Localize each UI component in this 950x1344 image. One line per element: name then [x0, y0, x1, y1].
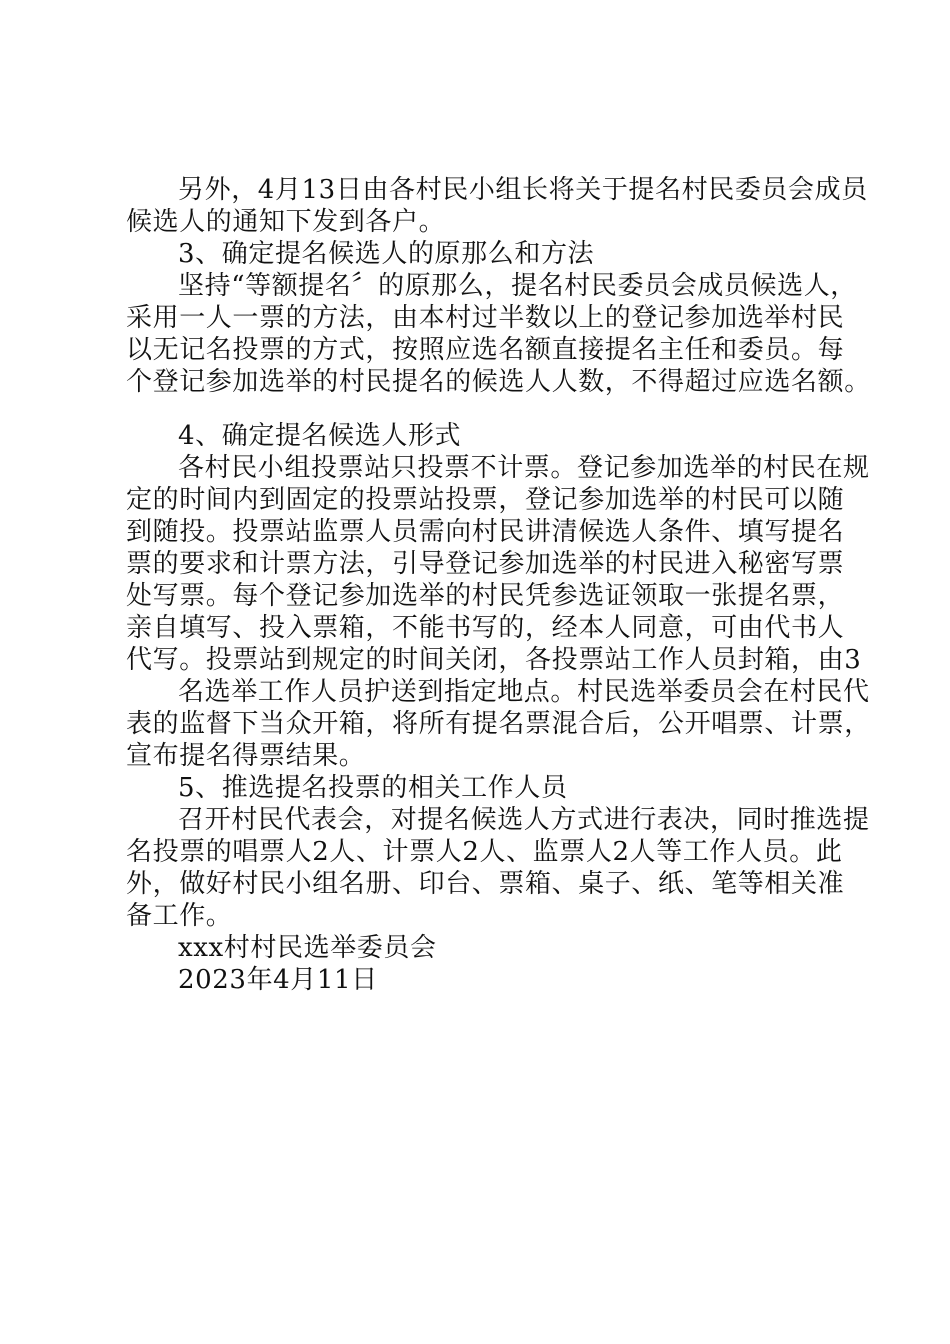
paragraph-line: 宣布提名得票结果。 [126, 741, 366, 771]
paragraph-line: 候选人的通知下发到各户。 [126, 207, 446, 237]
paragraph-line: 个登记参加选举的村民提名的候选人人数，不得超过应选名额。 [126, 367, 871, 397]
paragraph-line: 定的时间内到固定的投票站投票，登记参加选举的村民可以随 [126, 485, 845, 515]
paragraph-line: 以无记名投票的方式，按照应选名额直接提名主任和委员。每 [126, 335, 845, 365]
paragraph-line: 到随投。投票站监票人员需向村民讲清候选人条件、填写提名 [126, 517, 845, 547]
paragraph-line: 外，做好村民小组名册、印台、票箱、桌子、纸、笔等相关准 [126, 869, 845, 899]
paragraph-line: 名选举工作人员护送到指定地点。村民选举委员会在村民代 [178, 677, 870, 707]
section-heading: 4、确定提名候选人形式 [178, 421, 462, 451]
paragraph-line: 另外，4月13日由各村民小组长将关于提名村民委员会成员 [178, 175, 868, 205]
paragraph-line: 备工作。 [126, 901, 233, 931]
section-heading: 5、推选提名投票的相关工作人员 [178, 773, 568, 803]
paragraph-line: 亲自填写、投入票箱，不能书写的，经本人同意，可由代书人 [126, 613, 845, 643]
paragraph-line: 名投票的唱票人2人、计票人2人、监票人2人等工作人员。此 [126, 837, 843, 867]
paragraph-line: 代写。投票站到规定的时间关闭，各投票站工作人员封箱，由3 [126, 645, 862, 675]
signature-organization: xxx村村民选举委员会 [178, 933, 437, 963]
paragraph-line: 召开村民代表会，对提名候选人方式进行表决，同时推选提 [178, 805, 870, 835]
paragraph-line: 处写票。每个登记参加选举的村民凭参选证领取一张提名票， [126, 581, 845, 611]
section-heading: 3、确定提名候选人的原那么和方法 [178, 239, 595, 269]
paragraph-line: 各村民小组投票站只投票不计票。登记参加选举的村民在规 [178, 453, 870, 483]
paragraph-line: 票的要求和计票方法，引导登记参加选举的村民进入秘密写票 [126, 549, 845, 579]
paragraph-line: 表的监督下当众开箱，将所有提名票混合后，公开唱票、计票， [126, 709, 871, 739]
signature-date: 2023年4月11日 [178, 965, 378, 995]
paragraph-line: 采用一人一票的方法，由本村过半数以上的登记参加选举村民 [126, 303, 845, 333]
paragraph-line: 坚持“等额提名〞的原那么，提名村民委员会成员候选人， [178, 271, 857, 301]
